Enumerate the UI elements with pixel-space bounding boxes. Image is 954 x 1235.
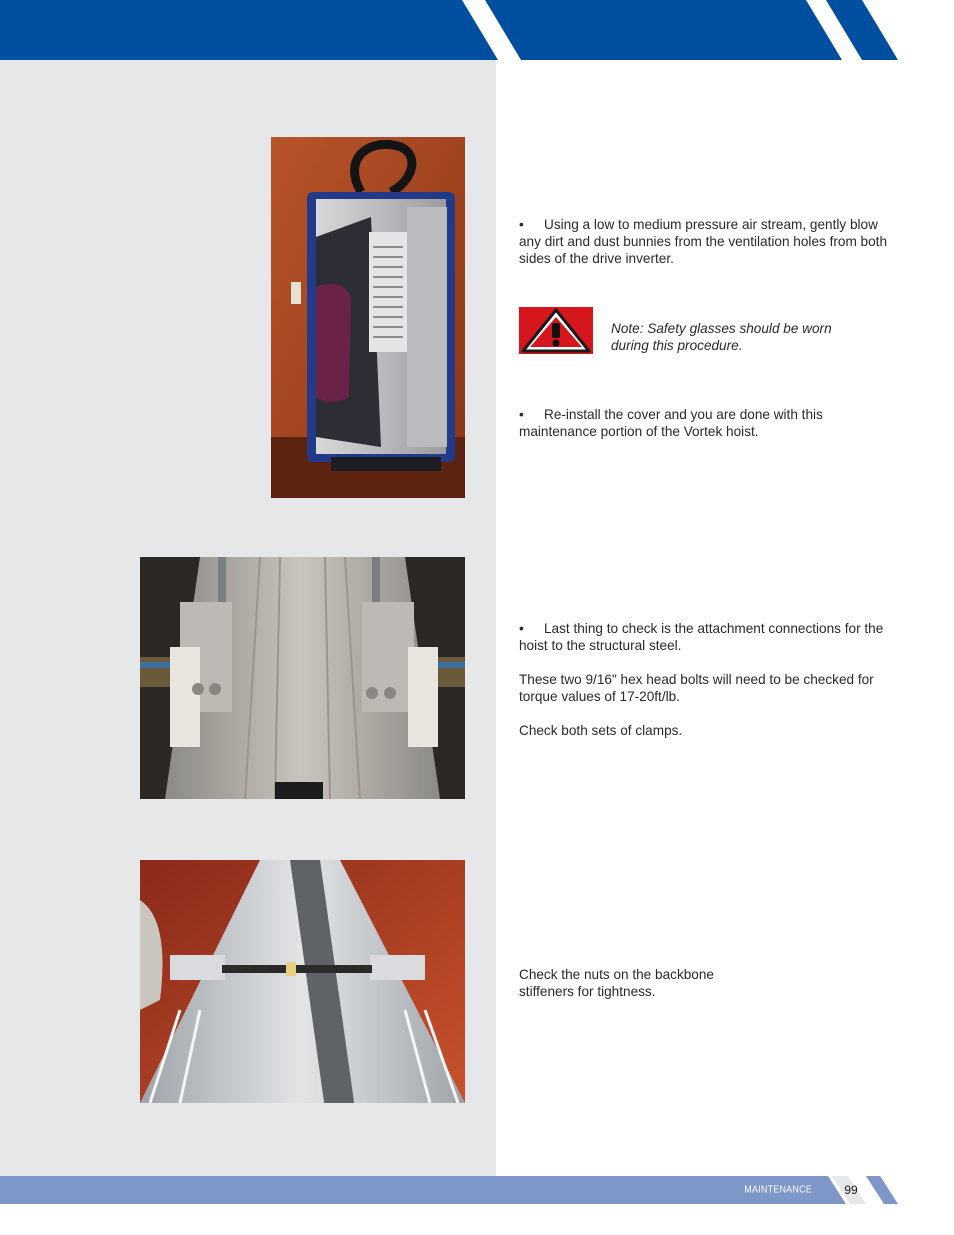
drive-inverter-photo: [271, 137, 465, 498]
blow-dust-instruction: [519, 216, 899, 267]
bullet: •: [519, 621, 524, 636]
warning-triangle-icon: [519, 307, 593, 354]
bullet: •: [519, 217, 524, 232]
header-band: [0, 0, 954, 62]
footer-section-label: MAINTENANCE: [744, 1183, 812, 1195]
instruction-text: Last thing to check is the attachment connections for the hoist to the structural steel.: [519, 621, 884, 653]
instruction-text: Using a low to medium pressure air stream, gently blow any dirt and dust bunnies from the ventilation holes from both sides of the drive inverter.: [519, 217, 888, 266]
rail-clamps-photo: [140, 557, 465, 799]
attachment-check-instruction: [519, 620, 889, 756]
torque-paragraph: These two 9/16" hex head bolts will need to be checked for torque values of 17-20ft/lb.: [519, 672, 874, 704]
page-number: 99: [844, 1183, 858, 1197]
stiffener-nuts-instruction: Check the nuts on the backbone stiffeners for tightness.: [519, 967, 714, 999]
instruction-text: Re-install the cover and you are done with this maintenance portion of the Vortek hoist.: [519, 407, 823, 439]
reinstall-cover-instruction: [519, 406, 839, 440]
safety-note: Note: Safety glasses should be worn during this procedure.: [611, 321, 832, 353]
backbone-stiffeners-photo: [140, 860, 465, 1103]
bullet: •: [519, 407, 524, 422]
clamps-paragraph: Check both sets of clamps.: [519, 723, 683, 738]
